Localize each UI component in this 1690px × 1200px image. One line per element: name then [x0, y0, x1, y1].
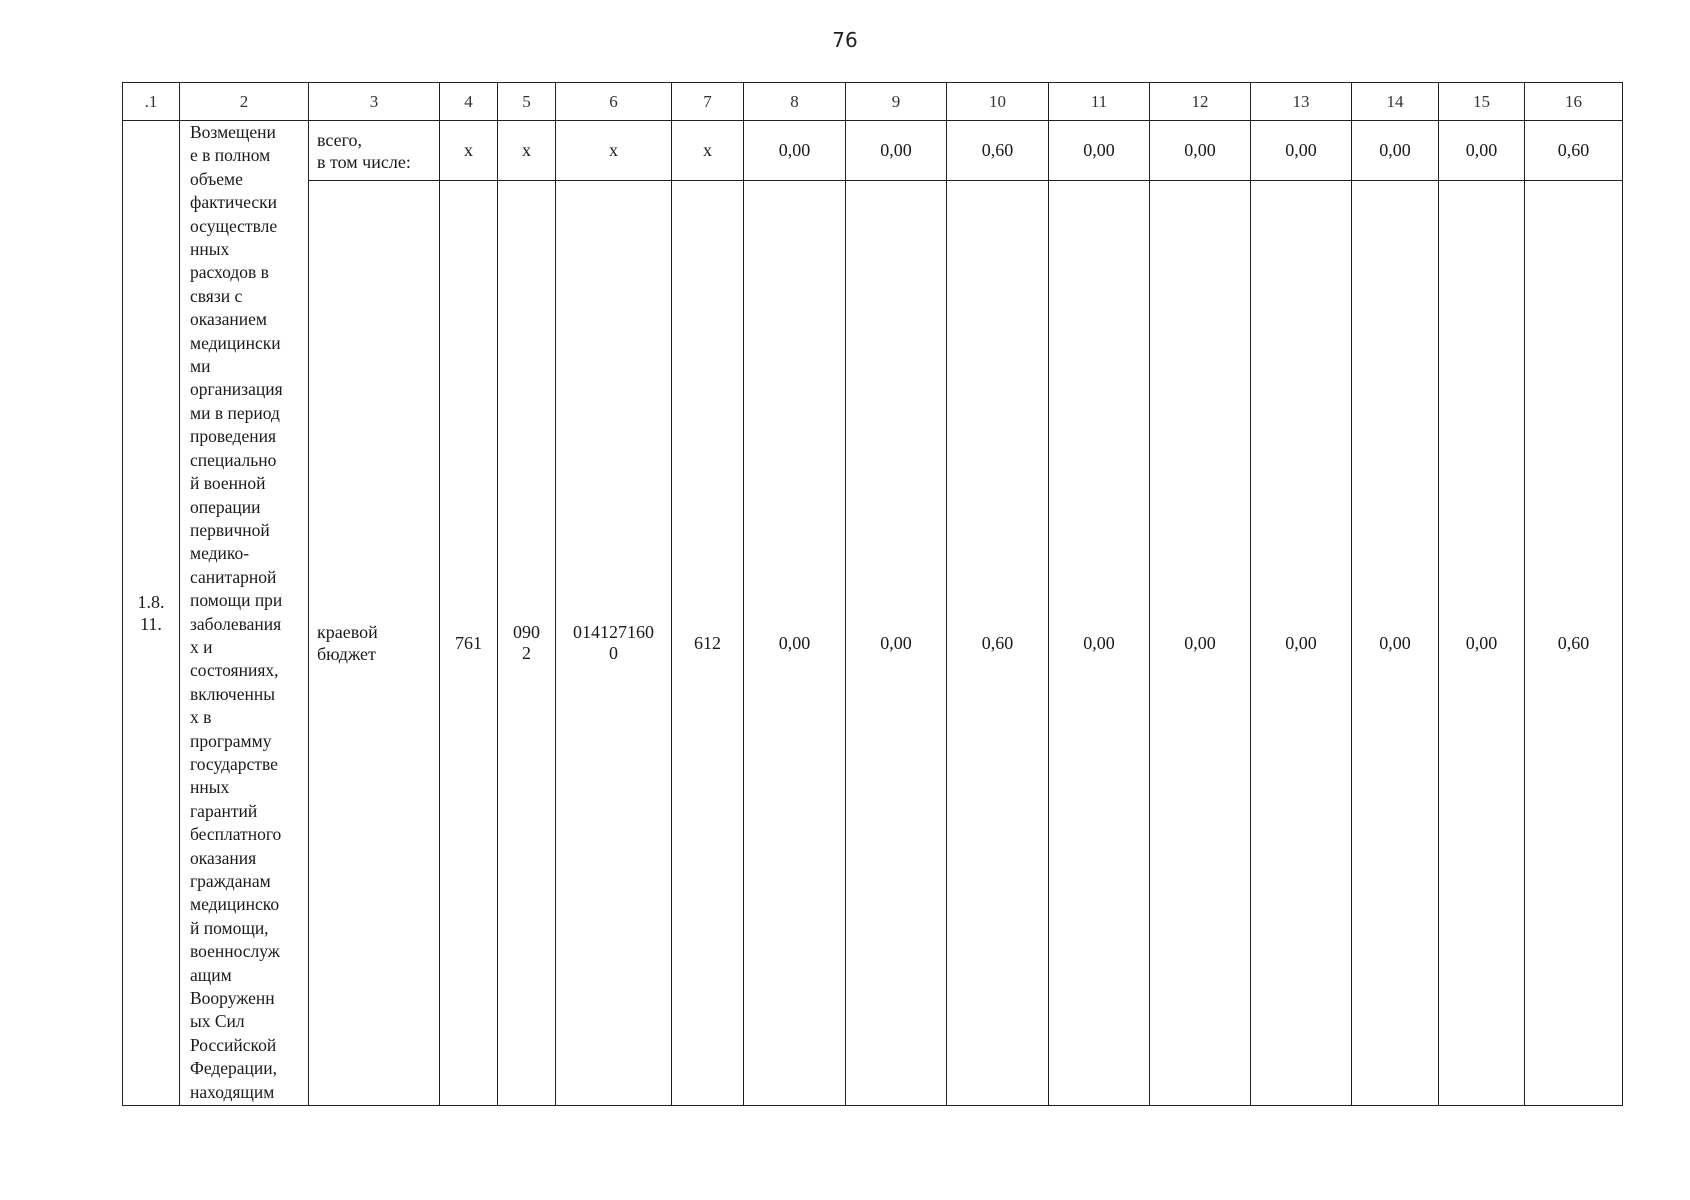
- description-line: бесплатного: [190, 824, 282, 845]
- row-code-line: 11.: [140, 614, 162, 634]
- budget-table: [122, 82, 1623, 1106]
- column-number: 15: [1439, 83, 1525, 121]
- description-line: х и: [190, 636, 213, 657]
- row-code-line: 1.8.: [137, 592, 165, 612]
- description-line: нных: [190, 239, 230, 260]
- description-line: проведения: [190, 426, 277, 447]
- budget-value: 0,00: [1049, 181, 1150, 1106]
- budget-value: 0,00: [1439, 181, 1525, 1106]
- description-line: оказанием: [190, 309, 268, 330]
- column-number: 5: [498, 83, 556, 121]
- description-line: медико-: [190, 543, 250, 564]
- description-line: санитарной: [190, 566, 277, 587]
- description-line: организация: [190, 379, 283, 400]
- budget-value: 0,00: [1251, 181, 1352, 1106]
- column-number: 6: [556, 83, 672, 121]
- total-value: 0,00: [1150, 121, 1251, 181]
- description-line: государстве: [190, 753, 278, 774]
- column-number: 4: [440, 83, 498, 121]
- column-number-row: [123, 83, 1623, 121]
- total-label-line: всего,: [317, 129, 363, 150]
- budget-label-line: бюджет: [317, 644, 376, 664]
- column-number: 11: [1049, 83, 1150, 121]
- budget-c5-line: 2: [522, 643, 531, 663]
- column-number: 3: [309, 83, 440, 121]
- total-value: 0,00: [1251, 121, 1352, 181]
- column-number: 16: [1525, 83, 1623, 121]
- column-number: 7: [672, 83, 744, 121]
- description-line: гражданам: [190, 871, 271, 891]
- total-c7: x: [672, 121, 744, 181]
- column-number: 8: [744, 83, 846, 121]
- description-cell: [180, 121, 309, 1106]
- description-line: заболевания: [190, 613, 282, 634]
- total-value: 0,00: [1439, 121, 1525, 181]
- total-value: 0,00: [1352, 121, 1439, 181]
- description-line: гарантий: [190, 800, 258, 821]
- budget-c6-line: 014127160: [573, 622, 654, 642]
- description-line: й военной: [190, 473, 266, 494]
- budget-c6-line: 0: [609, 643, 618, 663]
- column-number: .1: [123, 83, 180, 121]
- budget-value: 0,00: [846, 181, 947, 1106]
- page-number: 76: [832, 28, 858, 52]
- description-line: оказания: [190, 847, 257, 868]
- budget-c6-cell: [556, 181, 672, 1106]
- budget-value: 0,00: [744, 181, 846, 1106]
- description-line: х в: [190, 707, 212, 728]
- description-line: осуществле: [190, 215, 278, 236]
- description-line: находящим: [190, 1081, 275, 1102]
- column-number: 2: [180, 83, 309, 121]
- total-value: 0,00: [1049, 121, 1150, 181]
- description-line: медицинско: [190, 894, 280, 915]
- total-value: 0,00: [846, 121, 947, 181]
- description-line: состояниях,: [190, 660, 279, 681]
- description-line: Российской: [190, 1034, 277, 1055]
- budget-value: 0,00: [1150, 181, 1251, 1106]
- budget-c7: 612: [672, 181, 744, 1106]
- description-line: расходов в: [190, 262, 269, 283]
- budget-label-line: краевой: [317, 622, 378, 642]
- total-c6: x: [556, 121, 672, 181]
- description-line: фактически: [190, 192, 278, 213]
- column-number: 14: [1352, 83, 1439, 121]
- description-line: ащим: [190, 964, 232, 985]
- description-line: медицински: [190, 332, 281, 353]
- description-line: включенны: [190, 683, 275, 704]
- budget-c5-line: 090: [513, 622, 540, 642]
- total-c5: x: [498, 121, 556, 181]
- description-line: связи с: [190, 285, 243, 306]
- description-line: Федерации,: [190, 1058, 278, 1079]
- total-label-cell: [309, 121, 440, 181]
- budget-c4: 761: [440, 181, 498, 1106]
- description-line: ых Сил: [190, 1011, 245, 1032]
- column-number: 13: [1251, 83, 1352, 121]
- budget-c5-cell: [498, 181, 556, 1106]
- total-value: 0,00: [744, 121, 846, 181]
- budget-value: 0,60: [1525, 181, 1623, 1106]
- description-line: помощи при: [190, 590, 283, 611]
- budget-value: 0,60: [947, 181, 1049, 1106]
- description-line: нных: [190, 777, 230, 798]
- column-number: 9: [846, 83, 947, 121]
- description-text: [190, 121, 308, 1104]
- budget-value: 0,00: [1352, 181, 1439, 1106]
- total-value: 0,60: [947, 121, 1049, 181]
- total-c4: x: [440, 121, 498, 181]
- description-line: й помощи,: [190, 917, 269, 938]
- description-line: объеме: [190, 168, 243, 189]
- column-number: 12: [1150, 83, 1251, 121]
- budget-label-cell: [309, 181, 440, 1106]
- description-line: операции: [190, 496, 261, 517]
- description-line: е в полном: [190, 145, 271, 166]
- description-line: Вооруженн: [190, 988, 275, 1009]
- description-line: ми в период: [190, 402, 280, 423]
- total-value: 0,60: [1525, 121, 1623, 181]
- column-number: 10: [947, 83, 1049, 121]
- description-line: специально: [190, 449, 277, 470]
- total-row: [123, 121, 1623, 181]
- description-line: ми: [190, 356, 211, 377]
- regional-budget-row: [123, 181, 1623, 1106]
- row-code-cell: [123, 121, 180, 1106]
- description-line: Возмещени: [190, 122, 276, 142]
- description-line: первичной: [190, 519, 270, 540]
- description-line: военнослуж: [190, 941, 280, 962]
- total-label-line: в том числе:: [317, 151, 411, 172]
- description-line: программу: [190, 730, 272, 751]
